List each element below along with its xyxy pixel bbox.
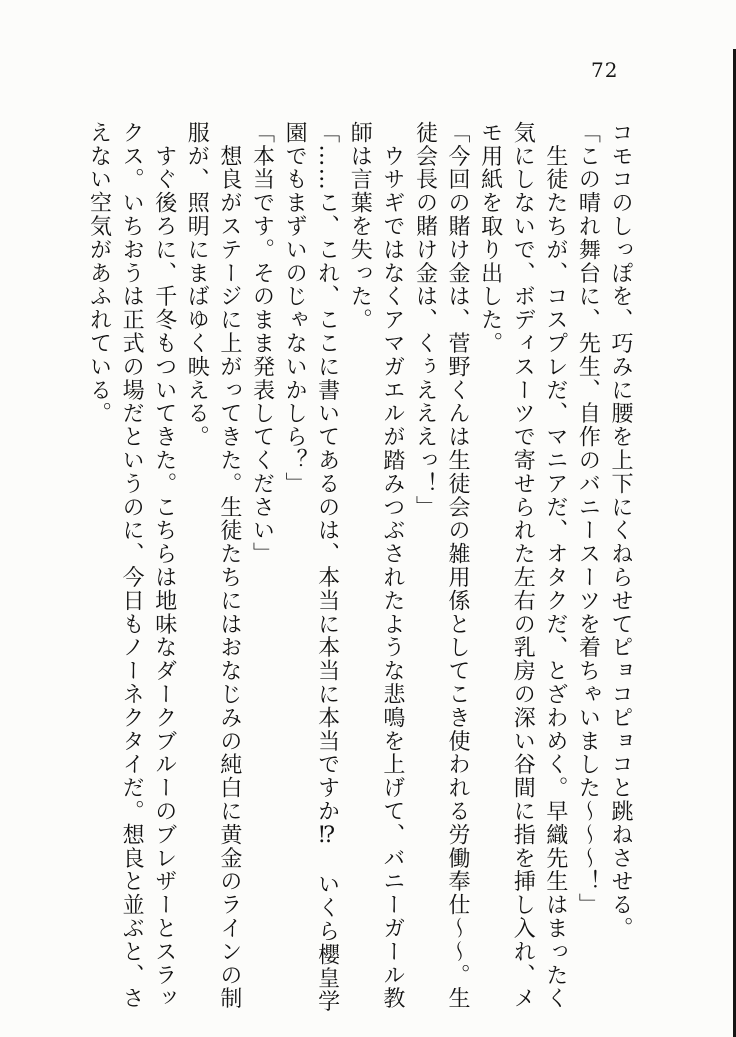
- text-line: 徒会長の賭け金は、くぅえええっ！」: [412, 121, 438, 519]
- page-number: 72: [591, 58, 619, 82]
- text-line: えない空気があふれている。: [86, 121, 112, 426]
- vertical-text-block: [82, 121, 636, 1015]
- text-line: 「今回の賭け金は、菅野くんは生徒会の雑用係としてこき使われる労働奉仕～～。生: [445, 121, 471, 1011]
- text-line: 「本当です。そのまま発表してください」: [249, 121, 275, 566]
- text-line: 生徒たちが、コスプレだ、マニアだ、オタクだ、とざわめく。早織先生はまったく: [542, 121, 568, 1011]
- text-line: 「この晴れ舞台に、先生、自作のバニースーツを着ちゃいました～～～！」: [575, 121, 601, 917]
- text-line: すぐ後ろに、千冬もついてきた。こちらは地味なダークブルーのブレザーとスラッ: [151, 121, 177, 1011]
- text-line: 園でもまずいのじゃないかしら？」: [282, 121, 308, 496]
- text-line: 「……こ、これ、ここに書いてあるのは、本当に本当に本当ですか⁉ いくら櫻皇学: [314, 121, 340, 1014]
- text-line: クス。いちおうは正式の場だというのに、今日もノーネクタイだ。想良と並ぶと、さ: [119, 121, 145, 1011]
- text-line: 服が、照明にまばゆく映える。: [184, 121, 210, 449]
- text-line: ウサギではなくアマガエルが踏みつぶされたような悲鳴を上げて、バニーガール教: [379, 121, 405, 1011]
- text-line: 師は言葉を失った。: [347, 121, 373, 332]
- text-line: 想良がステージに上がってきた。生徒たちにはおなじみの純白に黄金のラインの制: [216, 121, 242, 1011]
- text-line: 気にしないで、ボディスーツで寄せられた左右の乳房の深い谷間に指を挿し入れ、メ: [510, 121, 536, 1011]
- text-line: モ用紙を取り出した。: [477, 121, 503, 355]
- text-line: コモコのしっぽを、巧みに腰を上下にくねらせてピョコピョコと跳ねさせる。: [608, 121, 633, 940]
